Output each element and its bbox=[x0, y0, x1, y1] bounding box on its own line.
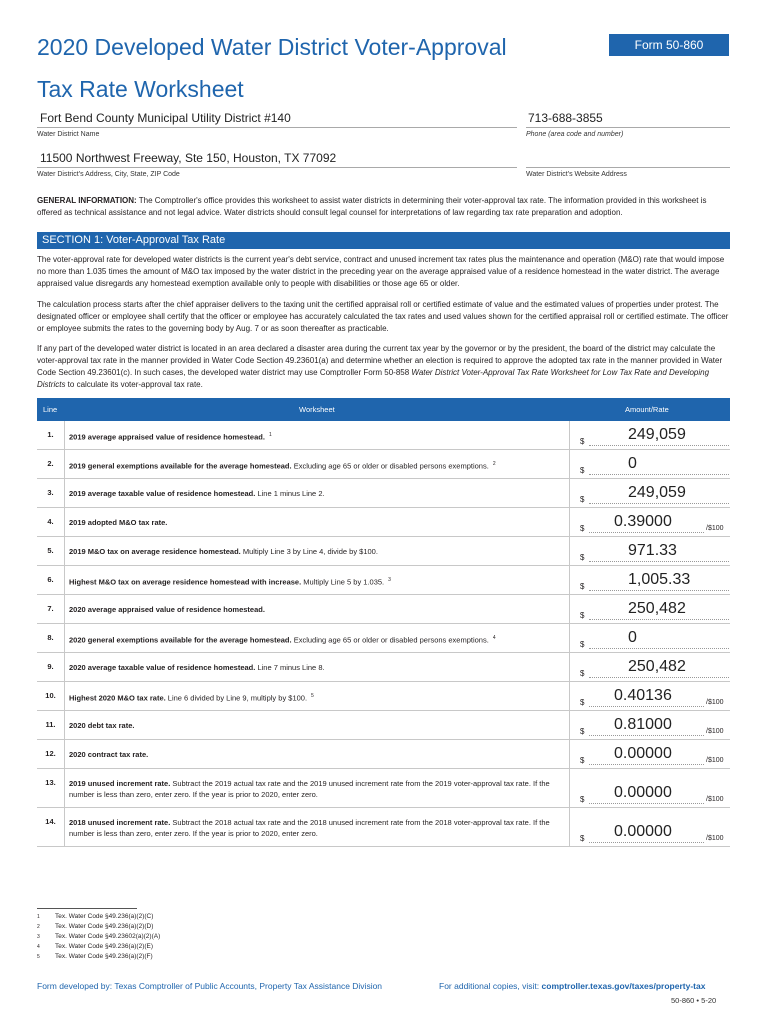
line-number: 13. bbox=[37, 769, 65, 807]
line-description-bold: Highest 2020 M&O tax rate. bbox=[69, 693, 166, 703]
amount-cell bbox=[569, 740, 730, 768]
phone-field[interactable]: 713-688-3855 bbox=[528, 111, 603, 125]
line-description bbox=[69, 575, 569, 588]
footnote-number: 4 bbox=[37, 944, 40, 950]
footnote-text: Tex. Water Code §49.236(a)(2)(E) bbox=[55, 943, 154, 950]
table-row bbox=[37, 537, 730, 566]
address-caption: Water District's Address, City, State, ZIP Code bbox=[37, 171, 180, 178]
para3-text-b: to calculate its voter-approval tax rate. bbox=[65, 380, 203, 389]
line-description bbox=[69, 817, 569, 839]
line-number: 12. bbox=[37, 740, 65, 768]
footer-copies-prefix: For additional copies, visit: bbox=[439, 981, 542, 991]
table-row bbox=[37, 479, 730, 508]
line-number: 9. bbox=[37, 653, 65, 681]
phone-caption: Phone (area code and number) bbox=[526, 131, 624, 138]
amount-underline bbox=[589, 648, 729, 649]
worksheet-table-header bbox=[37, 398, 730, 421]
line-description bbox=[69, 778, 569, 800]
amount-underline bbox=[589, 445, 729, 446]
rate-unit: /$100 bbox=[706, 796, 724, 803]
line-description-rest: Excluding age 65 or older or disabled persons exemptions. bbox=[291, 461, 489, 471]
amount-cell bbox=[569, 624, 730, 652]
amount-underline bbox=[589, 803, 704, 804]
line-description bbox=[69, 604, 569, 615]
amount-underline bbox=[589, 677, 729, 678]
line-description bbox=[69, 662, 569, 673]
table-row bbox=[37, 740, 730, 769]
footnote bbox=[37, 922, 153, 932]
amount-underline bbox=[589, 532, 704, 533]
general-information bbox=[37, 195, 730, 219]
footnote-text: Tex. Water Code §49.23602(a)(2)(A) bbox=[55, 933, 161, 940]
line-description-bold: 2019 general exemptions available for the average homestead. bbox=[69, 461, 292, 471]
amount-underline bbox=[589, 503, 729, 504]
amount-underline bbox=[589, 561, 729, 562]
col-amount-header: Amount/Rate bbox=[625, 405, 669, 414]
line-description-rest: Multiply Line 3 by Line 4, divide by $100. bbox=[240, 547, 378, 556]
line-description-rest: Line 1 minus Line 2. bbox=[255, 489, 325, 498]
district-name-field[interactable]: Fort Bend County Municipal Utility District #140 bbox=[40, 111, 291, 125]
line-description-bold: 2020 average appraised value of residence homestead. bbox=[69, 605, 265, 614]
footer-credit: Form developed by: Texas Comptroller of Public Accounts, Property Tax Assistance Division bbox=[37, 981, 383, 991]
line-number: 5. bbox=[37, 537, 65, 565]
line-number: 11. bbox=[37, 711, 65, 739]
table-row bbox=[37, 421, 730, 450]
footnote bbox=[37, 942, 153, 952]
footnote-text: Tex. Water Code §49.236(a)(2)(C) bbox=[55, 913, 154, 920]
general-info-text: The Comptroller's office provides this worksheet to assist water districts in determining their voter-approval tax rate. The information provided in this worksheet is offered as technical assistance and not legal advice. Water districts should consult legal counsel for interpretations of law regarding tax rate preparation and adoption. bbox=[37, 196, 707, 217]
line-description-bold: 2020 general exemptions available for the average homestead. bbox=[69, 635, 292, 645]
line-description-bold: Highest M&O tax on average residence homestead with increase. bbox=[69, 577, 302, 587]
line-description bbox=[69, 720, 569, 731]
line-description bbox=[69, 517, 569, 528]
amount-value[interactable]: 0 bbox=[628, 629, 637, 646]
table-row bbox=[37, 682, 730, 711]
rate-unit: /$100 bbox=[706, 728, 724, 735]
footnote-number: 5 bbox=[37, 954, 40, 960]
amount-value[interactable]: 250,482 bbox=[628, 658, 686, 675]
amount-value[interactable]: 249,059 bbox=[628, 484, 686, 501]
table-row bbox=[37, 624, 730, 653]
phone-underline bbox=[526, 127, 730, 128]
footer-link[interactable]: comptroller.texas.gov/taxes/property-tax bbox=[541, 981, 706, 991]
general-info-label: GENERAL INFORMATION: bbox=[37, 196, 137, 205]
footnote bbox=[37, 932, 160, 942]
footnote-ref: 4 bbox=[492, 635, 496, 641]
table-row bbox=[37, 595, 730, 624]
amount-underline bbox=[589, 619, 729, 620]
amount-value[interactable]: 0.00000 bbox=[614, 823, 672, 840]
line-number: 14. bbox=[37, 808, 65, 846]
line-description-bold: 2019 M&O tax on average residence homestead. bbox=[69, 547, 241, 556]
amount-value[interactable]: 1,005.33 bbox=[628, 571, 691, 588]
section-1-header: SECTION 1: Voter-Approval Tax Rate bbox=[37, 232, 730, 249]
amount-value[interactable]: 0.40136 bbox=[614, 687, 672, 704]
amount-cell bbox=[569, 508, 730, 536]
table-row bbox=[37, 566, 730, 595]
dollar-sign: $ bbox=[580, 437, 585, 446]
line-description-rest: Line 7 minus Line 8. bbox=[255, 663, 325, 672]
table-row bbox=[37, 808, 730, 847]
amount-underline bbox=[589, 842, 704, 843]
dollar-sign: $ bbox=[580, 553, 585, 562]
amount-cell bbox=[569, 566, 730, 594]
amount-cell bbox=[569, 450, 730, 478]
footnote-number: 3 bbox=[37, 934, 40, 940]
line-description-bold: 2019 average appraised value of residence homestead. bbox=[69, 432, 265, 442]
dollar-sign: $ bbox=[580, 582, 585, 591]
para3-text-a: If any part of the developed water district is located in an area declared a disaster area during the current tax year by the governor or by the president, the board of the district may calculate the voter-approval tax rate in the manner provided in Water Code Section 49.23601(a) and determine whether an election is required to approve the adopted tax rate in the manner provided in Water Code Section 49.23601(c). In such cases, the developed water district may use Comptroller Form 50-858 bbox=[37, 344, 723, 377]
line-description bbox=[69, 459, 569, 472]
dollar-sign: $ bbox=[580, 495, 585, 504]
table-row bbox=[37, 450, 730, 479]
footnote-ref: 3 bbox=[388, 577, 391, 583]
line-description bbox=[69, 691, 569, 704]
col-line-header: Line bbox=[43, 405, 58, 414]
line-description-bold: 2020 contract tax rate. bbox=[69, 750, 149, 759]
line-description bbox=[69, 633, 569, 646]
footnote bbox=[37, 912, 153, 922]
line-description-bold: 2020 debt tax rate. bbox=[69, 721, 135, 730]
footnote-text: Tex. Water Code §49.236(a)(2)(D) bbox=[55, 923, 154, 930]
line-number: 7. bbox=[37, 595, 65, 623]
dollar-sign: $ bbox=[580, 727, 585, 736]
dollar-sign: $ bbox=[580, 466, 585, 475]
line-number: 4. bbox=[37, 508, 65, 536]
amount-cell bbox=[569, 537, 730, 565]
dollar-sign: $ bbox=[580, 698, 585, 707]
footer-copies bbox=[439, 981, 705, 991]
dollar-sign: $ bbox=[580, 524, 585, 533]
amount-underline bbox=[589, 706, 704, 707]
footnote-number: 1 bbox=[37, 914, 40, 920]
rate-unit: /$100 bbox=[706, 835, 724, 842]
amount-cell bbox=[569, 421, 730, 449]
line-description-bold: 2019 adopted M&O tax rate. bbox=[69, 518, 168, 527]
address-field[interactable]: 11500 Northwest Freeway, Ste 150, Houston, TX 77092 bbox=[40, 151, 337, 165]
line-description-bold: 2018 unused increment rate. bbox=[69, 818, 171, 827]
amount-cell bbox=[569, 682, 730, 710]
table-row bbox=[37, 769, 730, 808]
dollar-sign: $ bbox=[580, 756, 585, 765]
amount-cell bbox=[569, 769, 730, 807]
district-name-caption: Water District Name bbox=[37, 131, 100, 138]
col-worksheet-header: Worksheet bbox=[299, 405, 335, 414]
footnote-number: 2 bbox=[37, 924, 40, 930]
amount-value[interactable]: 0.81000 bbox=[614, 716, 672, 733]
rate-unit: /$100 bbox=[706, 757, 724, 764]
line-number: 3. bbox=[37, 479, 65, 507]
dollar-sign: $ bbox=[580, 640, 585, 649]
website-caption: Water District's Website Address bbox=[526, 171, 627, 178]
line-description bbox=[69, 749, 569, 760]
table-row bbox=[37, 508, 730, 537]
footnote-text: Tex. Water Code §49.236(a)(2)(F) bbox=[55, 953, 153, 960]
page-code: 50-860 • 5-20 bbox=[671, 996, 717, 1005]
line-description-bold: 2019 average taxable value of residence homestead. bbox=[69, 489, 256, 498]
line-number: 2. bbox=[37, 450, 65, 478]
line-description-rest: Multiply Line 5 by 1.035. bbox=[301, 577, 385, 587]
rate-unit: /$100 bbox=[706, 525, 724, 532]
line-number: 10. bbox=[37, 682, 65, 710]
table-row bbox=[37, 653, 730, 682]
line-description-bold: 2020 average taxable value of residence homestead. bbox=[69, 663, 256, 672]
amount-cell bbox=[569, 595, 730, 623]
line-number: 1. bbox=[37, 421, 65, 449]
line-description-rest: Subtract the 2018 actual tax rate and the 2018 unused increment rate from the 2018 voter-approval tax rate. If the number is less than zero, enter zero. If the year is prior to 2020, enter zero. bbox=[69, 818, 550, 838]
amount-value[interactable]: 971.33 bbox=[628, 542, 677, 559]
amount-cell bbox=[569, 711, 730, 739]
amount-value[interactable]: 250,482 bbox=[628, 600, 686, 617]
amount-cell bbox=[569, 808, 730, 846]
line-description-rest: Subtract the 2019 actual tax rate and the 2019 unused increment rate from the 2019 voter-approval tax rate. If the number is less than zero, enter zero. If the year is prior to 2020, enter zero. bbox=[69, 779, 550, 799]
line-number: 8. bbox=[37, 624, 65, 652]
amount-value[interactable]: 0.39000 bbox=[614, 513, 672, 530]
rate-unit: /$100 bbox=[706, 699, 724, 706]
amount-underline bbox=[589, 735, 704, 736]
amount-value[interactable]: 0 bbox=[628, 455, 637, 472]
section-para-1: The voter-approval rate for developed water districts is the current year's debt service, contract and unused increment tax rates plus the maintenance and operation (M&O) rate that would impose no more than 1.035 times the amount of M&O tax imposed by the water district in the preceding year on the average appraised value of a residence homestead in the water district. The average appraised value disregards any homestead exemption available only to people with disabilities or those age 65 or older. bbox=[37, 255, 725, 288]
footnote-ref: 1 bbox=[268, 432, 272, 438]
dollar-sign: $ bbox=[580, 834, 585, 843]
dollar-sign: $ bbox=[580, 669, 585, 678]
amount-underline bbox=[589, 590, 729, 591]
line-description-rest: Line 6 divided by Line 9, multiply by $100. bbox=[165, 693, 308, 703]
amount-value[interactable]: 0.00000 bbox=[614, 745, 672, 762]
amount-cell bbox=[569, 479, 730, 507]
footnote-ref: 2 bbox=[492, 461, 496, 467]
line-number: 6. bbox=[37, 566, 65, 594]
website-underline bbox=[526, 167, 730, 168]
amount-cell bbox=[569, 653, 730, 681]
section-para-3 bbox=[37, 343, 730, 391]
line-description-rest: Excluding age 65 or older or disabled persons exemptions. bbox=[291, 635, 489, 645]
form-title-line2: Tax Rate Worksheet bbox=[37, 76, 244, 102]
form-number-badge: Form 50-860 bbox=[609, 34, 729, 56]
footnote bbox=[37, 952, 153, 962]
address-underline bbox=[37, 167, 517, 168]
dollar-sign: $ bbox=[580, 795, 585, 804]
dollar-sign: $ bbox=[580, 611, 585, 620]
footnote-ref: 5 bbox=[311, 693, 314, 699]
footnote-divider bbox=[37, 908, 137, 909]
amount-underline bbox=[589, 764, 704, 765]
amount-underline bbox=[589, 474, 729, 475]
para3-form-title: Water District Voter-Approval Tax Rate Worksheet for Low Tax Rate and Developing Districts bbox=[37, 368, 710, 389]
line-description bbox=[69, 546, 569, 557]
form-title-line1: 2020 Developed Water District Voter-Approval bbox=[37, 34, 507, 60]
line-description bbox=[69, 430, 569, 443]
section-para-2: The calculation process starts after the chief appraiser delivers to the taxing unit the certified appraisal roll or certified estimate of value and the estimated values of properties under protest. The designated officer or employee shall certify that the officer or employee has accurately calculated the tax rates and used values shown for the certified appraisal roll or certified estimate. The officer or employee submits the rates to the governing body by Aug. 7 or as soon thereafter as practicable. bbox=[37, 300, 729, 333]
line-description bbox=[69, 488, 569, 499]
district-name-underline bbox=[37, 127, 517, 128]
table-row bbox=[37, 711, 730, 740]
amount-value[interactable]: 0.00000 bbox=[614, 784, 672, 801]
line-description-bold: 2019 unused increment rate. bbox=[69, 779, 171, 788]
amount-value[interactable]: 249,059 bbox=[628, 426, 686, 443]
